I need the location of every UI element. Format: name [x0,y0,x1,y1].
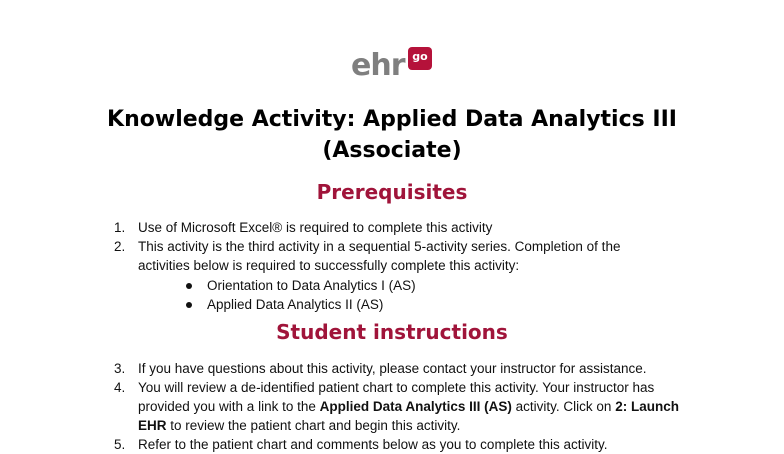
student-instructions-heading: Student instructions [276,320,508,344]
item-text-line-1: This activity is the third activity in a sequential 5-activity series. Completion of the [138,239,621,254]
prerequisites-heading: Prerequisites [316,180,468,204]
item-text-line-3: to review the patient chart and begin this activity. [166,418,461,433]
item-number: 5. [114,437,126,452]
bullet-dot-icon [186,302,192,308]
item-text-line-2-mid: activity. Click on [511,399,616,414]
item-text-line-1: You will review a de-identified patient chart to complete this activity. Your instructor has [138,380,655,395]
bullet-dot-icon [186,283,192,289]
item-number: 2. [114,239,126,254]
launch-step-label-cont: EHR [138,418,167,433]
item-text: Use of Microsoft Excel® is required to complete this activity [138,220,493,235]
item-text [138,378,708,435]
logo-badge: go [408,47,432,70]
logo-wordmark: ehr [351,48,405,83]
bullet-text: Orientation to Data Analytics I (AS) [207,278,416,293]
ehrgo-logo [351,45,433,85]
launch-step-label: 2: Launch [615,399,679,414]
activity-name: Applied Data Analytics III (AS) [319,399,512,414]
item-text [138,237,708,275]
page-title [0,104,784,166]
item-text: If you have questions about this activity, please contact your instructor for assistance. [138,361,647,376]
item-number: 1. [114,220,126,235]
title-line-2: (Associate) [322,138,462,163]
item-text-line-2-pre: provided you with a link to the [138,399,320,414]
title-line-1: Knowledge Activity: Applied Data Analytics III [107,107,677,132]
item-text: Refer to the patient chart and comments below as you to complete this activity. [138,437,608,452]
item-text-line-2: activities below is required to successfully complete this activity: [138,258,520,273]
item-number: 3. [114,361,126,376]
bullet-text: Applied Data Analytics II (AS) [207,297,384,312]
item-number: 4. [114,380,126,395]
